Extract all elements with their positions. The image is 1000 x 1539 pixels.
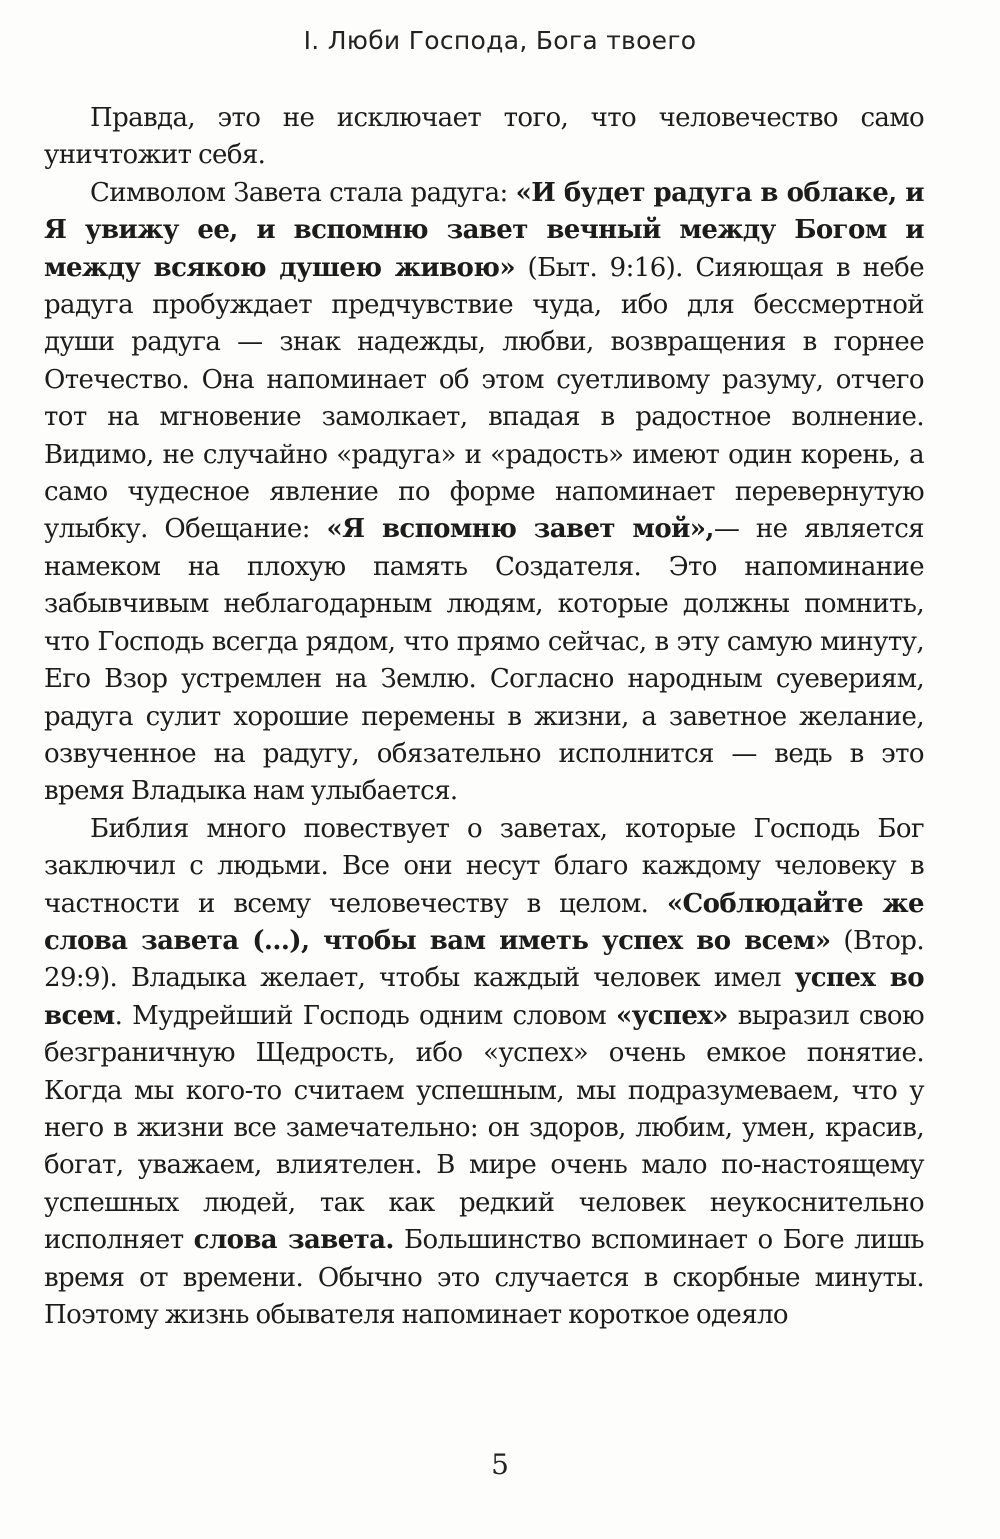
emphasis-success: «успех»: [615, 1000, 728, 1031]
paragraph-2-text-3: — не является намеком на плохую память Создателя. Это напоминание забывчивым неблагодарным людям, которые должны помнить, что Господь всегда рядом, что прямо сейчас, в эту самую минуту, Его Взор устремлен на Землю. Согласно народным суевериям, радуга сулит хорошие перемены в жизни, а заветное желание, озвученное на радугу, обязательно исполнится — ведь в это время Владыка нам улыбается.: [44, 514, 924, 807]
emphasis-success-everything: успех во всем: [44, 963, 924, 1031]
paragraph-2-text-2: (Быт. 9:16). Сияющая в небе радуга пробуждает предчувствие чуда, ибо для бессмертной души радуга — знак надежды, любви, возвращения в горнее Отечество. Она напоминает об этом суетливому разуму, отчего тот на мгновение замолкает, впадая в радостное волнение. Видимо, не случайно «радуга» и «радость» имеют один корень, а само чудесное явление по форме напоминает перевернутую улыбку. Обещание:: [44, 252, 924, 545]
paragraph-3-text-1: Библия много повествует о заветах, которые Господь Бог заключил с людьми. Все они несут благо каждому человеку в частности и всему человечеству в целом.: [44, 813, 924, 919]
paragraph-1-text: Правда, это не исключает того, что человечество само уничтожит себя.: [44, 103, 924, 171]
running-header: I. Люби Господа, Бога твоего: [303, 26, 697, 55]
scripture-quote-deuteronomy: «Соблюдайте же слова завета (...), чтобы вам иметь успех во всем»: [44, 888, 924, 956]
paragraph-2: [44, 175, 924, 811]
scripture-quote-remember: «Я вспомню завет мой»,: [326, 514, 714, 545]
paragraph-3: [44, 811, 924, 1335]
paragraph-3-text-2: (Втор. 29:9). Владыка желает, чтобы каждый человек имел: [44, 925, 924, 994]
paragraph-3-text-4: выразил свою безграничную Щедрость, ибо «успех» очень емкое понятие. Когда мы кого-то считаем успешным, мы подразумеваем, что у него в жизни все замечательно: он здоров, любим, умен, красив, богат, уважаем, влиятелен. В мире очень мало по-настоящему успешных людей, так как редкий человек неукоснительно исполняет: [44, 1000, 924, 1256]
page-number: 5: [491, 1448, 509, 1481]
scripture-quote-genesis: «И будет радуга в облаке, и Я увижу ее, и вспомню завет вечный между Богом и между всякою душею живою»: [44, 177, 924, 283]
body-text: [44, 100, 924, 1334]
paragraph-2-text-1: Символом Завета стала радуга:: [90, 177, 516, 208]
emphasis-covenant-words: слова завета.: [193, 1225, 394, 1256]
paragraph-3-text-3: . Мудрейший Господь одним словом: [114, 1000, 616, 1031]
paragraph-1: [44, 100, 924, 175]
paragraph-3-text-5: Большинство вспоминает о Боге лишь время от времени. Обычно это случается в скорбные минуты. Поэтому жизнь обывателя напоминает короткое одеяло: [44, 1225, 924, 1330]
